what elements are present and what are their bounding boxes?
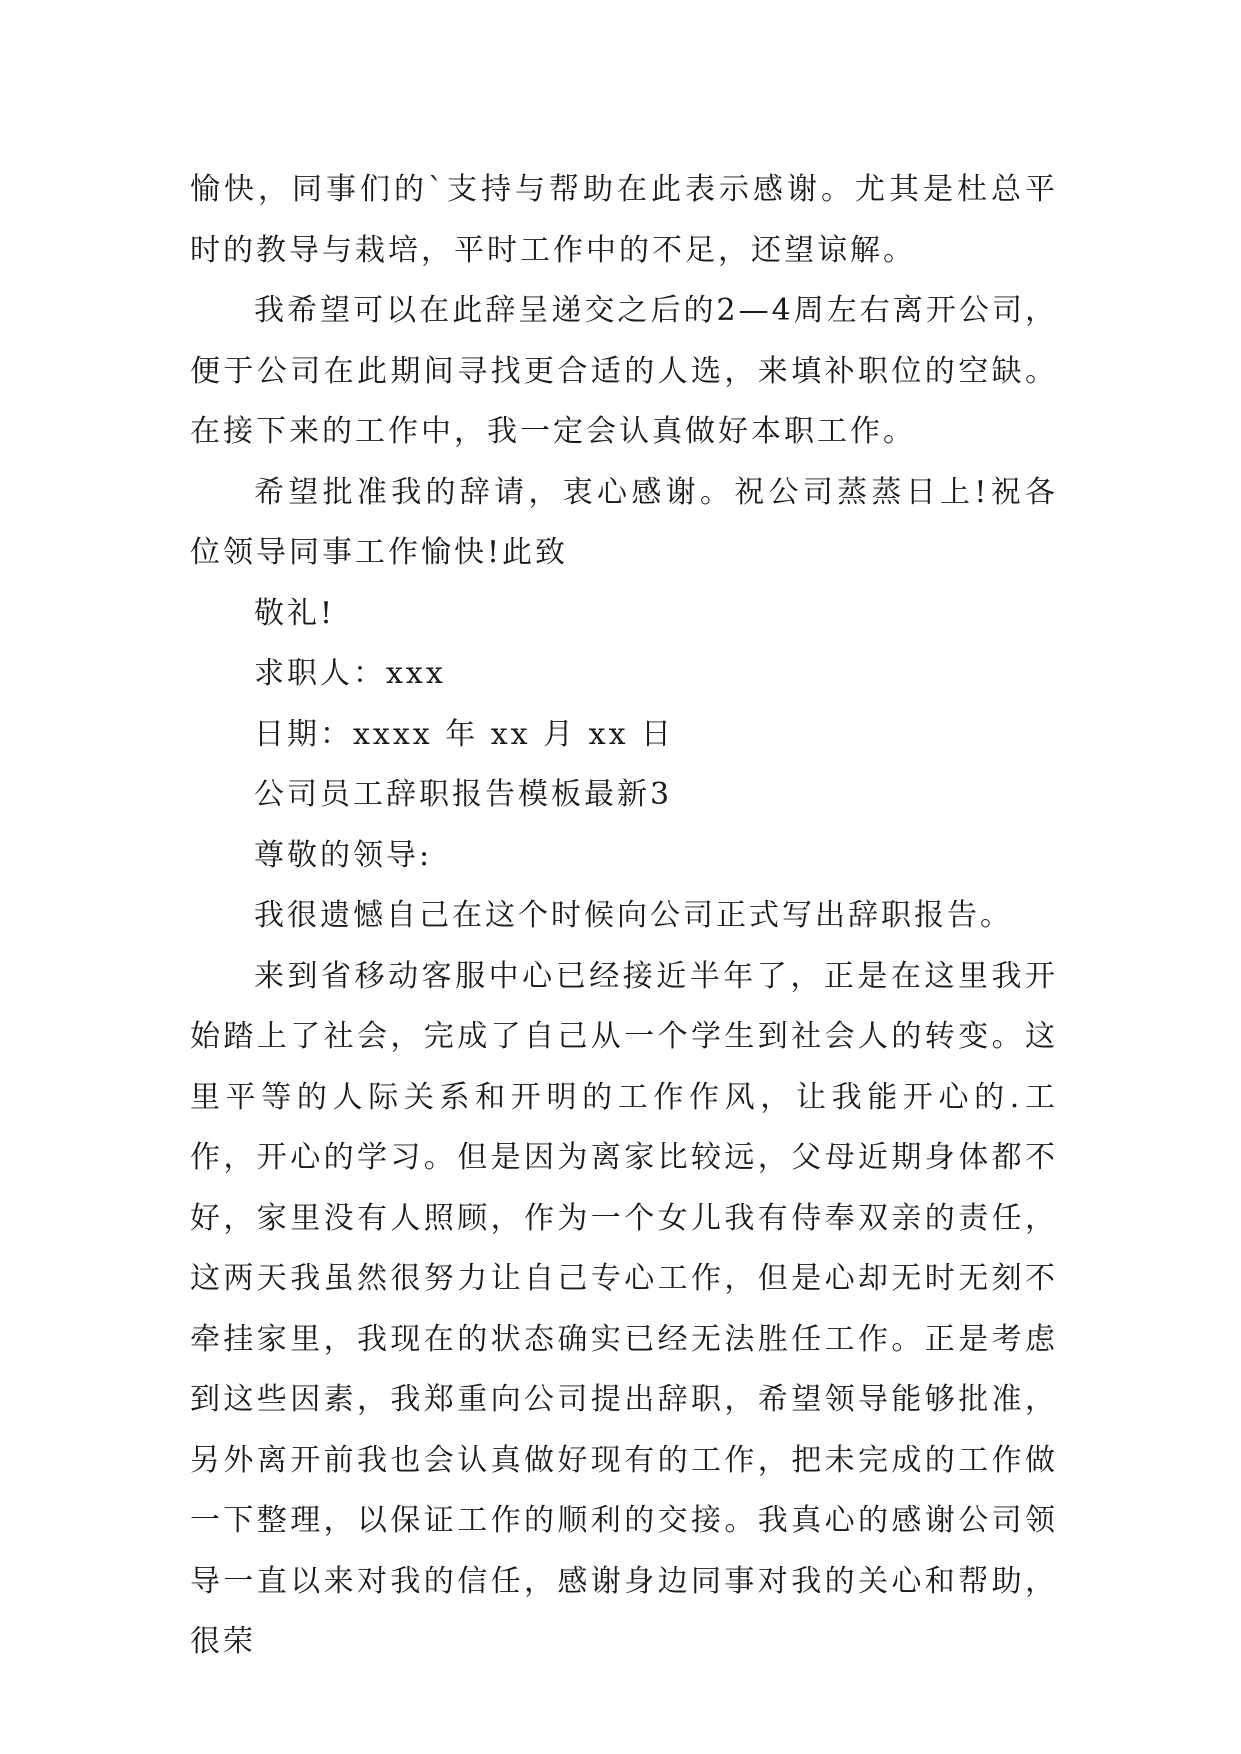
signature-date: 日期：xxxx 年 xx 月 xx 日 [254,716,675,752]
paragraph-approval-request: 希望批准我的辞请，衷心感谢。祝公司蒸蒸日上!祝各位领导同事工作愉快!此致 [190,474,1058,570]
section-heading: 公司员工辞职报告模板最新3 [254,777,673,812]
signature-applicant: 求职人：xxx [254,656,446,691]
paragraph-main-body: 来到省移动客服中心已经接近半年了，正是在这里我开始踏上了社会，完成了自己从一个学生到社会人的转变。这里平等的人际关系和开明的工作作风，让我能开心的.工作，开心的学习。但是因为离家比较远，父母近期身体都不好，家里没有人照顾，作为一个女儿我有侍奉双亲的责任，这两天我虽然很努力让自己专心工作，但是心却无时无刻不牵挂家里，我现在的状态确实已经无法胜任工作。正是考虑到这些因素，我郑重向公司提出辞职，希望领导能够批准，另外离开前我也会认真做好现有的工作，把未完成的工作做一下整理，以保证工作的顺利的交接。我真心的感谢公司领导一直以来对我的信任，感谢身边同事对我的关心和帮助，很荣 [190,958,1058,1659]
paragraph-continuation: 愉快，同事们的`支持与帮助在此表示感谢。尤其是杜总平时的教导与栽培，平时工作中的不足，还望谅解。 [190,172,1058,268]
document-body [190,160,1058,1673]
paragraph-departure-plan: 我希望可以在此辞呈递交之后的2—4周左右离开公司，便于公司在此期间寻找更合适的人选，来填补职位的空缺。在接下来的工作中，我一定会认真做好本职工作。 [190,293,1058,449]
paragraph-intro: 我很遗憾自己在这个时候向公司正式写出辞职报告。 [254,898,1013,933]
closing-salutation: 敬礼! [254,595,336,631]
letter-greeting: 尊敬的领导: [254,837,433,873]
